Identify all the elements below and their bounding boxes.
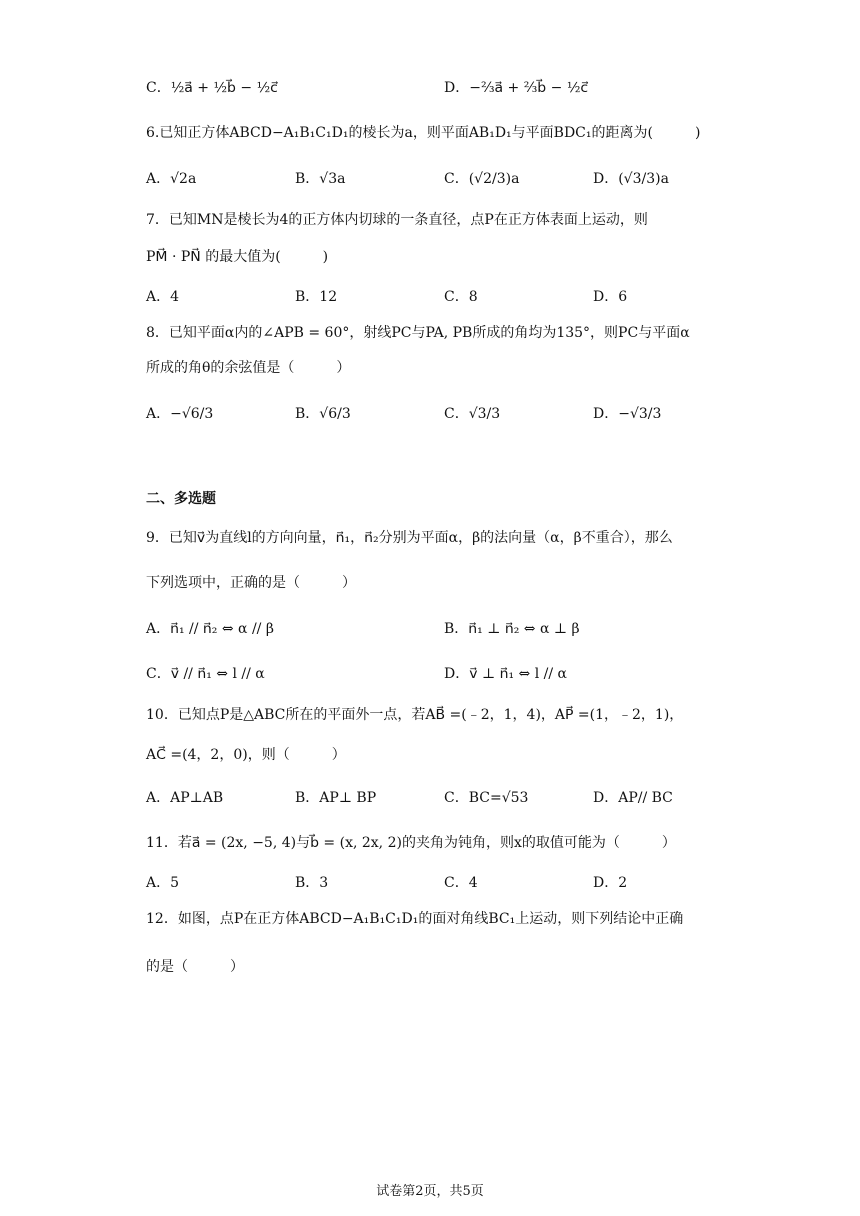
q6-option-a: A．√2a	[146, 171, 197, 187]
q11-option-b: B．3	[295, 875, 329, 891]
q6-option-b: B．√3a	[295, 171, 346, 187]
page-footer: 试卷第2页，共5页	[376, 1184, 484, 1199]
q11-option-a: A．5	[146, 875, 180, 891]
q10-stem-line-1: 10．已知点P是△ABC所在的平面外一点，若AB⃗ =(﹣2，1，4)，AP⃗ =(1，﹣2，1)，	[146, 707, 684, 723]
q9-option-c: C．v⃗ // n⃗₁ ⇔ l // α	[146, 666, 265, 682]
q10-option-c: C．BC=√53	[444, 790, 529, 806]
q9-stem-line-1: 9．已知v⃗为直线l的方向向量，n⃗₁，n⃗₂分别为平面α，β的法向量（α，β不重合），那么	[146, 530, 673, 546]
q5-option-d: D．−⅔a⃗ + ⅔b⃗ − ½c⃗	[444, 80, 589, 96]
q7-stem-line-2: PM⃗ · PN⃗ 的最大值为( )	[146, 249, 329, 265]
q8-option-c: C．√3/3	[444, 406, 501, 422]
q7-stem-line-1: 7．已知MN是棱长为4的正方体内切球的一条直径，点P在正方体表面上运动，则	[146, 212, 648, 228]
q7-option-a: A．4	[146, 289, 180, 305]
q5-option-c: C．½a⃗ + ½b⃗ − ½c⃗	[146, 80, 278, 96]
q6-option-c: C．(√2/3)a	[444, 171, 520, 187]
q8-option-a: A．−√6/3	[146, 406, 214, 422]
q8-stem-line-2: 所成的角θ的余弦值是（ ）	[146, 360, 351, 376]
q9-option-d: D．v⃗ ⊥ n⃗₁ ⇔ l // α	[444, 666, 567, 682]
q10-option-b: B．AP⊥ BP	[295, 790, 377, 806]
q7-option-b: B．12	[295, 289, 338, 305]
q6-option-d: D．(√3/3)a	[593, 171, 669, 187]
q10-stem-line-2: AC⃗ =(4，2，0)，则（ ）	[146, 747, 346, 763]
q8-option-d: D．−√3/3	[593, 406, 662, 422]
q8-option-b: B．√6/3	[295, 406, 351, 422]
q10-option-a: A．AP⊥AB	[146, 790, 224, 806]
q7-option-c: C．8	[444, 289, 478, 305]
q8-stem-line-1: 8．已知平面α内的∠APB = 60°，射线PC与PA, PB所成的角均为135°，则PC与平面α	[146, 325, 690, 341]
q11-option-d: D．2	[593, 875, 628, 891]
q12-stem-line-2: 的是（ ）	[146, 959, 244, 975]
q12-stem-line-1: 12．如图，点P在正方体ABCD−A₁B₁C₁D₁的面对角线BC₁上运动，则下列结论中正确	[146, 911, 684, 927]
q10-option-d: D．AP// BC	[593, 790, 673, 806]
q9-option-b: B．n⃗₁ ⊥ n⃗₂ ⇔ α ⊥ β	[444, 621, 580, 637]
q9-stem-line-2: 下列选项中，正确的是（ ）	[146, 575, 356, 591]
q6-stem-line-1: 6.已知正方体ABCD−A₁B₁C₁D₁的棱长为a，则平面AB₁D₁与平面BDC₁的距离为( )	[146, 125, 701, 141]
q7-option-d: D．6	[593, 289, 628, 305]
section-title-multi-choice: 二、多选题	[146, 491, 216, 507]
q9-option-a: A．n⃗₁ // n⃗₂ ⇔ α // β	[146, 621, 274, 637]
q11-option-c: C．4	[444, 875, 478, 891]
q11-stem-line-1: 11．若a⃗ = (2x, −5, 4)与b⃗ = (x, 2x, 2)的夹角为钝角，则x的取值可能为（ ）	[146, 835, 676, 851]
